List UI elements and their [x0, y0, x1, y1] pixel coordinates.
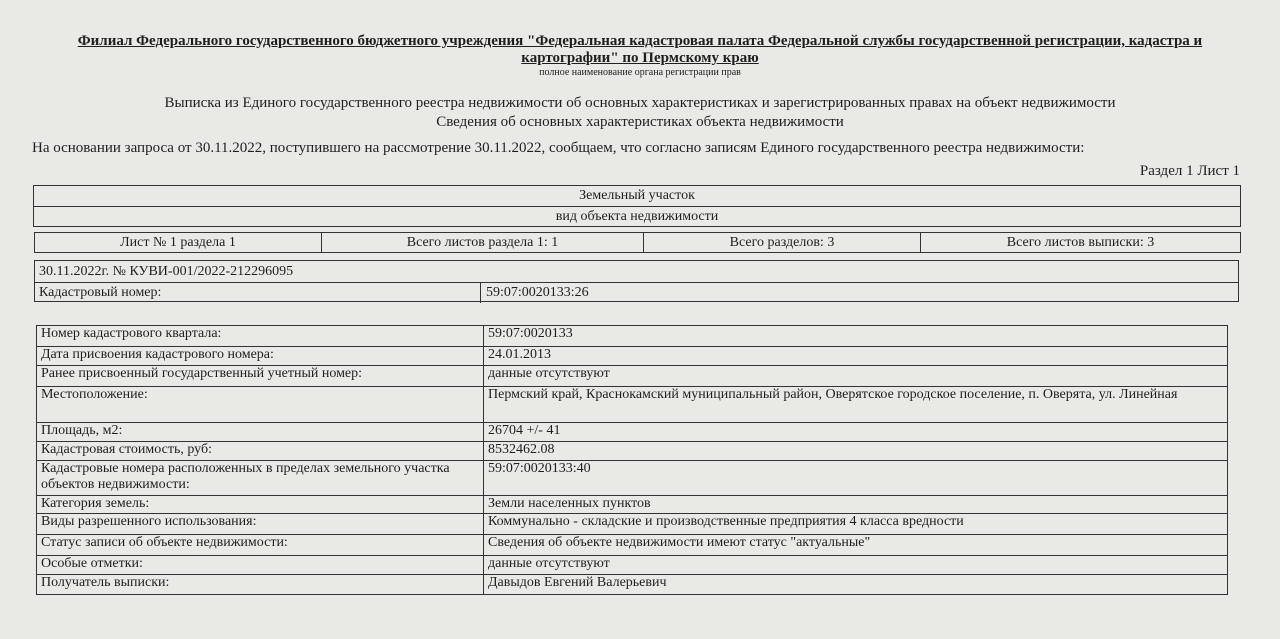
row-value: Сведения об объекте недвижимости имеют статус "актуальные"	[484, 535, 1228, 556]
details-table	[36, 325, 1228, 595]
table-row	[37, 366, 1228, 387]
object-type: Земельный участок	[579, 188, 695, 203]
row-label: Получатель выписки:	[37, 575, 484, 595]
sheet-number: Лист № 1 раздела 1	[35, 233, 322, 252]
row-value: 59:07:0020133	[484, 326, 1228, 347]
record-box	[34, 260, 1239, 302]
extract-sheets-total: Всего листов выписки: 3	[1006, 235, 1155, 250]
table-row	[37, 387, 1228, 423]
table-row	[37, 556, 1228, 575]
sections-total: Всего разделов: 3	[644, 233, 921, 252]
object-type-box	[33, 185, 1241, 227]
cadastral-number-label: Кадастровый номер:	[35, 283, 481, 303]
table-row	[37, 496, 1228, 514]
object-type-caption: вид объекта недвижимости	[34, 206, 1240, 227]
table-row	[37, 326, 1228, 347]
request-basis-text: На основании запроса от 30.11.2022, поступившего на рассмотрение 30.11.2022, сообщаем, что согласно записям Единого государственного реестра недвижимости:	[32, 140, 1085, 156]
row-label: Площадь, м2:	[37, 423, 484, 442]
row-label: Местоположение:	[37, 387, 484, 423]
table-row	[37, 535, 1228, 556]
row-value: 8532462.08	[484, 442, 1228, 461]
row-label: Дата присвоения кадастрового номера:	[37, 347, 484, 366]
row-label: Статус записи об объекте недвижимости:	[37, 535, 484, 556]
row-value: 24.01.2013	[484, 347, 1228, 366]
row-value: данные отсутствуют	[484, 366, 1228, 387]
document-title: Выписка из Единого государственного реестра недвижимости об основных характеристиках и зарегистрированных правах на объект недвижимости	[164, 95, 1116, 111]
row-value: Земли населенных пунктов	[484, 496, 1228, 514]
cadastral-number-value: 59:07:0020133:26	[486, 285, 589, 300]
table-row	[37, 575, 1228, 595]
cadastral-number-row	[35, 283, 1238, 303]
row-value: Пермский край, Краснокамский муниципальный район, Оверятское городское поселение, п. Оверята, ул. Линейная	[484, 387, 1228, 423]
row-value: 26704 +/- 41	[484, 423, 1228, 442]
record-id-line: 30.11.2022г. № КУВИ-001/2022-212296095	[35, 261, 1238, 283]
section-label: Раздел 1 Лист 1	[1139, 163, 1240, 179]
row-label: Виды разрешенного использования:	[37, 514, 484, 535]
section-sheets-total: Всего листов раздела 1: 1	[322, 233, 644, 252]
organization-name: Филиал Федерального государственного бюджетного учреждения "Федеральная кадастровая палата Федеральной службы государственной регистрации, кадастра и картографии" по Пермскому краю	[77, 33, 1203, 66]
organization-caption: полное наименование органа регистрации прав	[539, 67, 741, 78]
row-label: Кадастровая стоимость, руб:	[37, 442, 484, 461]
table-row	[37, 347, 1228, 366]
row-label: Номер кадастрового квартала:	[37, 326, 484, 347]
row-label: Категория земель:	[37, 496, 484, 514]
table-row	[37, 442, 1228, 461]
document-subtitle: Сведения об основных характеристиках объекта недвижимости	[436, 114, 844, 130]
row-value: Коммунально - складские и производственные предприятия 4 класса вредности	[484, 514, 1228, 535]
row-value: 59:07:0020133:40	[484, 461, 1228, 496]
row-value: данные отсутствуют	[484, 556, 1228, 575]
row-label: Ранее присвоенный государственный учетный номер:	[37, 366, 484, 387]
table-row	[37, 461, 1228, 496]
row-label: Особые отметки:	[37, 556, 484, 575]
table-row	[37, 514, 1228, 535]
row-label: Кадастровые номера расположенных в пределах земельного участка объектов недвижимости:	[37, 461, 484, 496]
table-row	[37, 423, 1228, 442]
row-value: Давыдов Евгений Валерьевич	[484, 575, 1228, 595]
sheets-info-row	[34, 232, 1241, 253]
